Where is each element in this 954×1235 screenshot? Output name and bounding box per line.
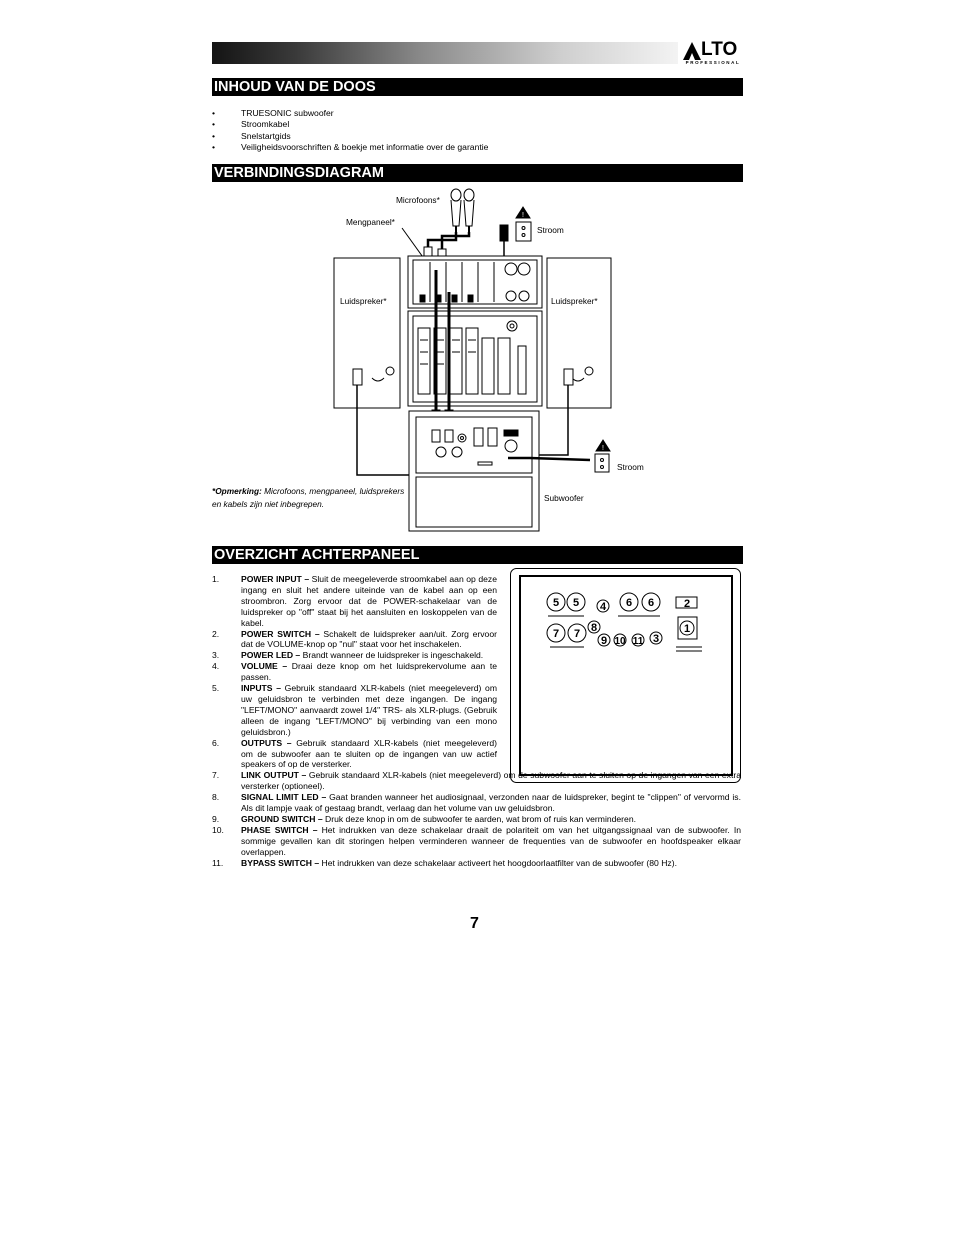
item-text: Draai deze knop om het luidsprekervolume aan te passen. — [241, 661, 497, 683]
list-item — [212, 661, 497, 683]
item-heading: VOLUME – — [241, 661, 288, 672]
item-heading: OUTPUTS – — [241, 737, 292, 748]
logo-subtitle: PROFESSIONAL — [685, 60, 741, 65]
list-item — [212, 792, 741, 814]
callout-3: 3 — [652, 633, 660, 645]
microphone-icon — [464, 189, 474, 232]
callout-8: 8 — [590, 622, 598, 634]
list-item — [212, 825, 741, 858]
logo-wordmark: LTO — [701, 39, 738, 60]
item-text: Sluit de meegeleverde stroomkabel aan op deze ingang en sluit het andere uiteinde van de kabel aan op een stroombron. Zorg ervoor dat de POWER-schakelaar van de luidspreker op "off" staat bij het aansluiten en loskoppelen van de kabel. — [241, 574, 497, 628]
warning-triangle-icon — [516, 207, 530, 219]
label-power-bottom: Stroom — [617, 462, 644, 472]
item-number: 5. — [212, 683, 220, 694]
item-text: Gebruik standaard XLR-kabels (niet meegeleverd) om uw geluidsbron te verbinden met deze ingangen. De ingang "LEFT/MONO" aanvaardt zowel 1/4" TRS- als XLR-plugs. (Gebruik alleen de ingang "LEFT/MONO" bij verbinding van een mono geluidsbron.) — [241, 683, 497, 737]
svg-text:!: ! — [602, 445, 604, 452]
item-heading: LINK OUTPUT – — [241, 770, 307, 781]
power-adapter-icon — [500, 225, 508, 241]
speaker-left-illustration — [334, 258, 400, 408]
power-outlet-icon — [595, 454, 609, 472]
callout-9: 9 — [600, 635, 608, 647]
item-text: Druk deze knop in om de subwoofer te aarden, wat brom of ruis kan verminderen. — [322, 813, 636, 824]
section-title-contents: INHOUD VAN DE DOOS — [212, 78, 743, 96]
rear-panel-descriptions — [212, 574, 741, 868]
list-item — [212, 858, 741, 869]
list-item: • TRUESONIC subwoofer — [212, 108, 488, 119]
item-number: 8. — [212, 792, 220, 803]
list-item: • Snelstartgids — [212, 131, 488, 142]
item-number: 10. — [212, 824, 224, 835]
callout-2: 2 — [683, 598, 691, 610]
list-item: • Veiligheidsvoorschriften & boekje met informatie over de garantie — [212, 142, 488, 153]
power-outlet-icon — [516, 222, 531, 241]
list-item — [212, 683, 497, 738]
list-item — [212, 629, 497, 651]
item-number: 1. — [212, 574, 220, 584]
item-text: Gaat branden wanneer het audiosignaal, verzonden naar de luidspreker, begint te "clippen" of vervormd is. Als dit lampje vaak of gestaag brandt, verlaag dan het volume van uw geluidsbron. — [241, 792, 741, 814]
section-title-rear-panel: OVERZICHT ACHTERPANEEL — [212, 546, 743, 564]
label-speaker-left: Luidspreker* — [340, 296, 387, 306]
item-heading: POWER INPUT – — [241, 574, 310, 584]
list-item — [212, 814, 741, 825]
label-speaker-right: Luidspreker* — [551, 296, 598, 306]
item-number: 4. — [212, 661, 220, 672]
svg-text:!: ! — [522, 212, 524, 219]
section-title-diagram: VERBINDINGSDIAGRAM — [212, 164, 743, 182]
item-heading: POWER LED – — [241, 650, 301, 661]
item-text: Brandt wanneer de luidspreker is ingeschakeld. — [300, 650, 484, 661]
list-item — [212, 650, 497, 661]
label-power-top: Stroom — [537, 225, 564, 235]
callout-10: 10 — [614, 636, 626, 647]
label-microphones: Microfoons* — [396, 195, 440, 205]
item-number: 7. — [212, 770, 220, 781]
label-subwoofer: Subwoofer — [544, 493, 584, 503]
item-text: Schakelt de luidspreker aan/uit. Zorg ervoor dat de VOLUME-knop op "nul" staat voor het inschakelen. — [241, 628, 497, 650]
item-heading: INPUTS – — [241, 683, 281, 694]
subwoofer-illustration — [409, 411, 539, 531]
note-text: Microfoons, mengpaneel, luidsprekers en kabels zijn niet inbegrepen. — [212, 486, 405, 509]
item-text: Het indrukken van deze schakelaar activeert het hoogdoorlaatfilter van de subwoofer (80 Hz). — [319, 857, 677, 868]
list-item: • Stroomkabel — [212, 119, 488, 130]
item-number: 2. — [212, 628, 220, 639]
item-text: Gebruik standaard XLR-kabels (niet meegeleverd) om de subwoofer aan te sluiten op de ingangen van een extra versterker (optioneel). — [241, 770, 741, 792]
label-mixer: Mengpaneel* — [346, 217, 395, 227]
callout-7: 7 — [552, 628, 560, 640]
callout-5: 5 — [552, 597, 560, 609]
callout-6: 6 — [647, 597, 655, 609]
list-item — [212, 770, 741, 792]
item-heading: POWER SWITCH – — [241, 628, 320, 639]
warning-triangle-icon — [596, 440, 610, 452]
note-label: *Opmerking: — [212, 486, 262, 496]
item-heading: GROUND SWITCH – — [241, 813, 323, 824]
callout-1: 1 — [683, 623, 691, 635]
item-number: 6. — [212, 737, 220, 748]
item-heading: SIGNAL LIMIT LED – — [241, 792, 327, 803]
list-item — [212, 574, 497, 629]
speaker-right-illustration — [547, 258, 611, 408]
callout-4: 4 — [599, 601, 607, 613]
callout-6: 6 — [625, 597, 633, 609]
item-number: 11. — [212, 857, 224, 868]
item-text: Het indrukken van deze schakelaar draait de polariteit om van het uitgangssignaal van de subwoofer. In sommige gevallen kan dit storingen helpen verminderen wanneer de frequenties van de subwoofer en hoofdspeaker elkaar overlappen. — [241, 824, 741, 857]
page-number: 7 — [470, 915, 479, 932]
callout-5: 5 — [572, 597, 580, 609]
item-number: 9. — [212, 813, 220, 824]
connection-diagram — [0, 0, 954, 540]
item-heading: PHASE SWITCH – — [241, 824, 318, 835]
microphone-icon — [451, 189, 461, 232]
list-item — [212, 738, 497, 771]
mixer-illustration — [408, 256, 542, 406]
item-heading: BYPASS SWITCH – — [241, 857, 320, 868]
callout-7: 7 — [573, 628, 581, 640]
callout-11: 11 — [632, 636, 644, 647]
item-text: Gebruik standaard XLR-kabels (niet meegeleverd) om de subwoofer aan te sluiten op de ingangen van uw actief speakers of op de versterker. — [241, 737, 497, 770]
item-number: 3. — [212, 650, 220, 661]
diagram-note — [212, 485, 412, 511]
